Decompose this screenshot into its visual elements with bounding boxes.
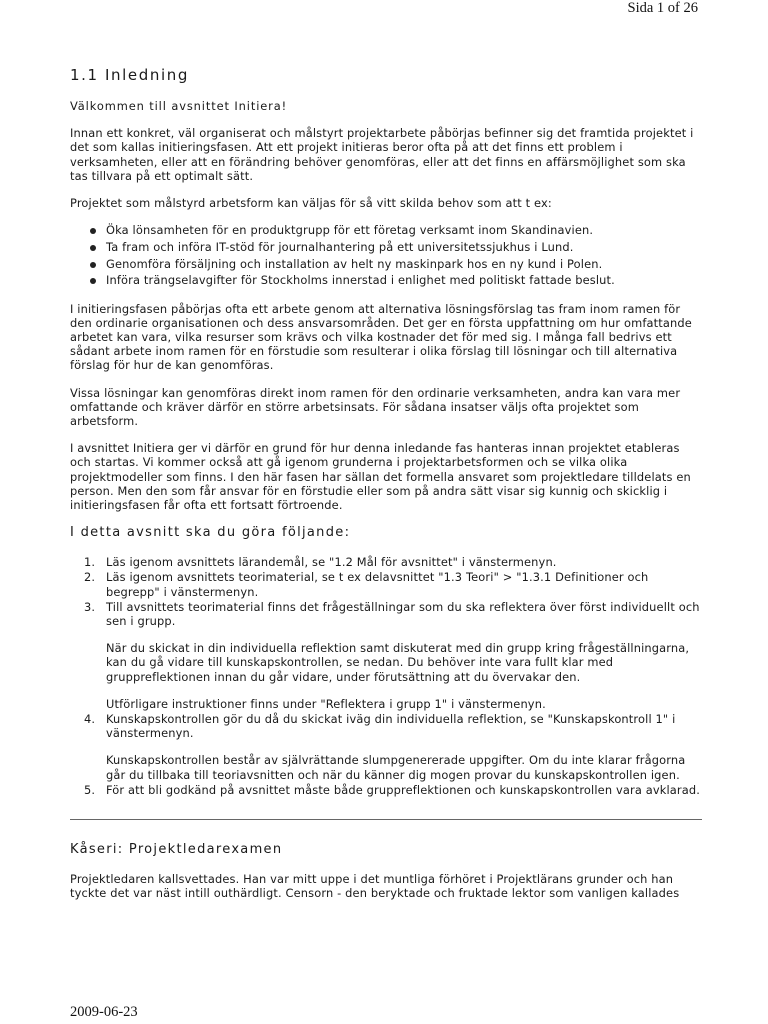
list-item: Genomföra försäljning och installation av helt ny maskinpark hos en ny kund i Polen. xyxy=(106,257,702,271)
task-item xyxy=(84,555,702,570)
task-number: 3. xyxy=(84,599,96,614)
task-note: Kunskapskontrollen består av självrättande slumpgenererade uppgifter. Om du inte klarar frågorna går du tillbaka till teoriavsnitten och när du känner dig mogen provar du kunskapskontrollen igen. xyxy=(106,753,686,782)
body-paragraph: I initieringsfasen påbörjas ofta ett arbete genom att alternativa lösningsförslag tas fram inom ramen för den ordinarie organisationen och dess ansvarsområden. Det ger en första uppfattning om hur omfattande arbetet kan vara, vilka resurser som krävs och vilka kostnader det för med sig. I många fall bedrivs ett sådant arbete inom ramen för en förstudie som resulterar i olika förslag till lösningar och till alternativa förslag för hur de kan genomföras. xyxy=(70,301,692,373)
task-note: När du skickat in din individuella reflektion samt diskuterat med din grupp kring frågeställningarna, kan du gå vidare till kunskapskontrollen, se nedan. Du behöver inte vara fullt klar med gruppreflektionen innan du går vidare, under förutsättning att du övervakar den. xyxy=(106,641,690,684)
task-item xyxy=(84,599,702,711)
page-number: Sida 1 of 26 xyxy=(627,0,698,16)
task-number: 1. xyxy=(84,555,96,570)
list-item: Ta fram och införa IT-stöd för journalhantering på ett universitetssjukhus i Lund. xyxy=(106,240,702,254)
task-number: 2. xyxy=(84,570,96,585)
body-paragraph: I avsnittet Initiera ger vi därför en grund för hur denna inledande fas hanteras innan projektet etableras och startas. Vi kommer också att gå igenom grunderna i projektarbetsformen och se vilka olika projektmodeller som finns. I den här fasen har sällan det formella ansvaret som projektledare tilldelats en person. Men den som får ansvar för en förstudie eller som på andra sätt visar sig kunnig och skicklig i initieringsfasen får ofta ett fortsatt förtroende. xyxy=(70,441,691,512)
list-item: Införa trängselavgifter för Stockholms innerstad i enlighet med politiskt fattade beslut. xyxy=(106,273,702,287)
example-list xyxy=(70,223,702,287)
task-text: Till avsnittets teorimaterial finns det frågeställningar som du ska reflektera över först individuellt och sen i grupp. xyxy=(106,599,700,628)
task-item xyxy=(84,782,702,797)
kaseri-heading: Kåseri: Projektledarexamen xyxy=(70,842,283,858)
kaseri-text: Projektledaren kallsvettades. Han var mitt uppe i det muntliga förhöret i Projektlärans grunder och han tyckte det var näst intill outhärdligt. Censorn - den beryktade och fruktade lektor som vanligen kallades xyxy=(70,872,680,901)
section-heading: 1.1 Inledning xyxy=(70,66,189,84)
task-number: 4. xyxy=(84,712,96,726)
task-text: Läs igenom avsnittets teorimaterial, se t ex delavsnittet "1.3 Teori" > "1.3.1 Definitioner och begrepp" i vänstermenyn. xyxy=(106,570,649,599)
task-list xyxy=(70,555,702,797)
welcome-text: Välkommen till avsnittet Initiera! xyxy=(70,99,288,113)
task-text: För att bli godkänd på avsnittet måste både gruppreflektionen och kunskapskontrollen vara avklarad. xyxy=(106,782,701,797)
task-item xyxy=(84,570,702,599)
section-divider xyxy=(70,819,702,820)
body-paragraph: Vissa lösningar kan genomföras direkt inom ramen för den ordinarie verksamheten, andra kan vara mer omfattande och kräver därför en större arbetsinsats. För sådana insatser väljs ofta projektet som arbetsform. xyxy=(70,385,681,428)
footer-date: 2009-06-23 xyxy=(70,1004,138,1020)
task-number: 5. xyxy=(84,782,96,797)
task-text: Läs igenom avsnittets lärandemål, se "1.2 Mål för avsnittet" i vänstermenyn. xyxy=(106,555,557,570)
intro-paragraph: Projektet som målstyrd arbetsform kan väljas för så vitt skilda behov som att t ex: xyxy=(70,196,552,211)
document-body xyxy=(70,66,702,913)
task-text: Kunskapskontrollen gör du då du skickat iväg din individuella reflektion, se "Kunskapskontroll 1" i vänstermenyn. xyxy=(106,712,676,741)
task-item xyxy=(84,712,702,782)
task-note: Utförligare instruktioner finns under "Reflektera i grupp 1" i vänstermenyn. xyxy=(106,696,546,711)
intro-paragraph: Innan ett konkret, väl organiserat och målstyrt projektarbete påbörjas befinner sig det framtida projektet i det som kallas initieringsfasen. Att ett projekt initieras beror ofta på att det finns ett problem i verksamheten, eller att en förändring behöver genomföras, eller att det finns en affärsmöjlighet som ska tas tillvara på ett optimalt sätt. xyxy=(70,126,694,183)
list-item: Öka lönsamheten för en produktgrupp för ett företag verksamt inom Skandinavien. xyxy=(106,223,702,237)
tasks-heading: I detta avsnitt ska du göra följande: xyxy=(70,525,351,541)
